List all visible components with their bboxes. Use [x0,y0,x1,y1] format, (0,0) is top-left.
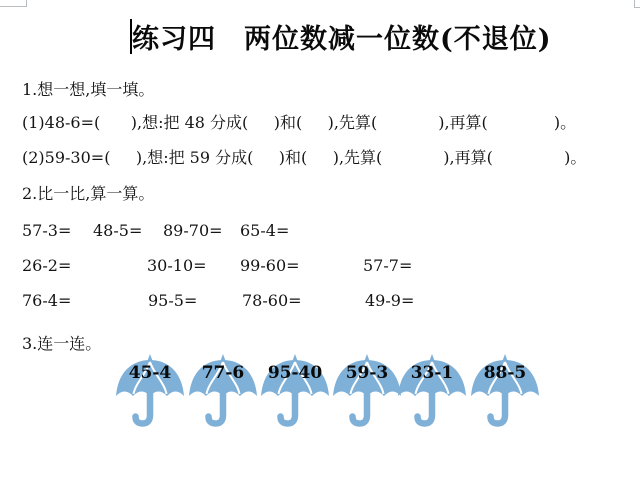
math-problem-cell: 48-5= [93,221,143,240]
page-title: 练习四 两位数减一位数(不退位) [132,24,552,55]
section3-heading: 3.连一连。 [22,334,102,353]
text-boundary-mark-top-left [26,0,27,7]
umbrella-2[interactable] [183,352,263,432]
section2-heading: 2.比一比,算一算。 [22,184,155,203]
math-problem-cell: 89-70= [163,221,223,240]
umbrella-expression: 88-5 [483,363,527,383]
umbrella-6[interactable] [465,352,545,432]
umbrella-expression: 59-3 [345,363,389,383]
umbrella-3[interactable] [255,352,335,432]
umbrella-5[interactable] [392,352,472,432]
math-problem-cell: 30-10= [147,256,207,275]
text-boundary-mark-top-right [634,7,640,8]
umbrella-expression: 45-4 [128,363,172,383]
math-problem-cell: 99-60= [240,256,300,275]
math-problem-cell: 57-7= [363,256,413,275]
math-problem-cell: 95-5= [148,291,198,310]
umbrella-expression: 77-6 [201,363,245,383]
math-problem-cell: 78-60= [242,291,302,310]
math-problem-cell: 65-4= [240,221,290,240]
fill-in-line-1: (1)48-6=( ),想:把 48 分成( )和( ),先算( ),再算( )。 [22,113,577,132]
fill-in-line-2: (2)59-30=( ),想:把 59 分成( )和( ),先算( ),再算( )。 [22,148,587,167]
text-boundary-mark-top-left [0,6,27,7]
umbrella-expression: 33-1 [410,363,454,383]
umbrella-expression: 95-40 [267,363,323,383]
math-problem-cell: 57-3= [22,221,72,240]
umbrella-1[interactable] [110,352,190,432]
math-problem-cell: 76-4= [22,291,72,310]
math-problem-cell: 49-9= [365,291,415,310]
math-problem-cell: 26-2= [22,256,72,275]
section1-heading: 1.想一想,填一填。 [22,80,155,99]
